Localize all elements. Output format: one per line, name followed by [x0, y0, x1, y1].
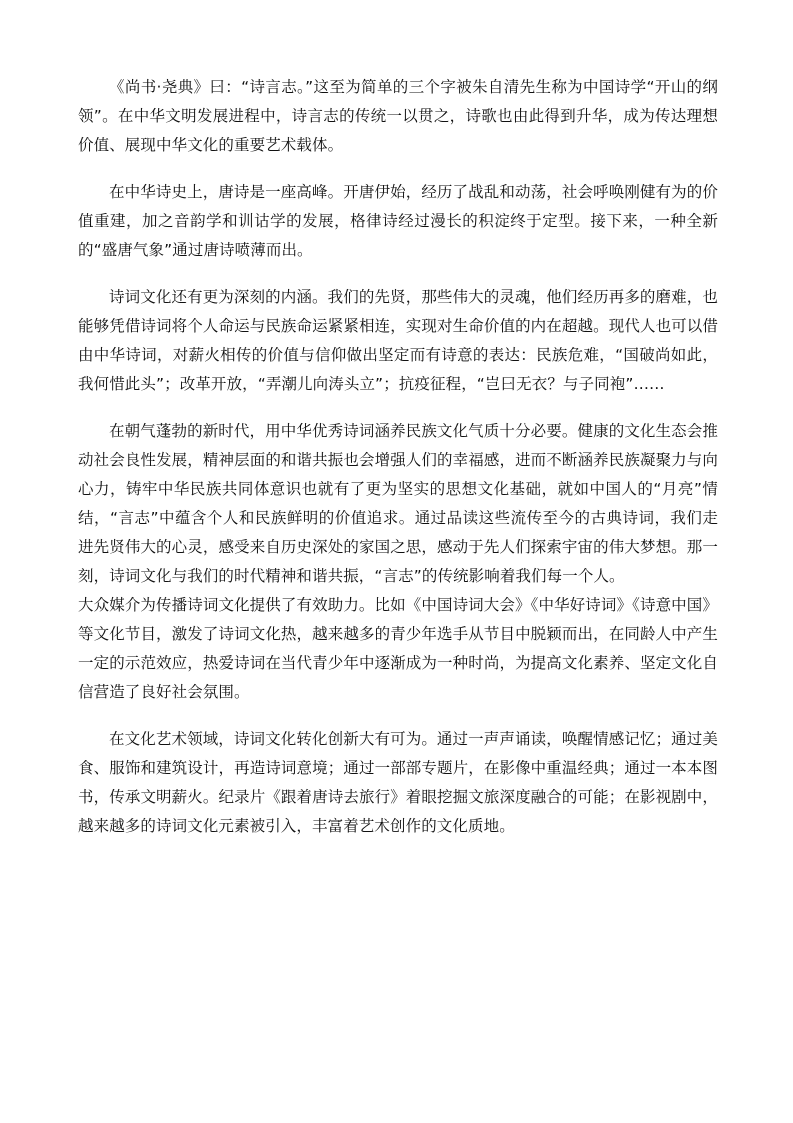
paragraph-3: 诗词文化还有更为深刻的内涵。我们的先贤，那些伟大的灵魂，他们经历再多的磨难，也能够凭借诗词将个人命运与民族命运紧紧相连，实现对生命价值的内在超越。现代人也可以借由中华诗词，对薪火相传的价值与信仰做出坚定而有诗意的表达：民族危难，“国破尚如此，我何惜此头”；改革开放，“弄潮儿向涛头立”；抗疫征程，“岂曰无衣？与子同袍”…… — [78, 288, 718, 393]
paragraph-6: 在文化艺术领域，诗词文化转化创新大有可为。通过一声声诵读，唤醒情感记忆；通过美食、服饰和建筑设计，再造诗词意境；通过一部部专题片，在影像中重温经典；通过一本本图书，传承文明薪火。纪录片《跟着唐诗去旅行》着眼挖掘文旅深度融合的可能；在影视剧中，越来越多的诗词文化元素被引入，丰富着艺术创作的文化质地。 — [78, 730, 718, 835]
paragraph-2: 在中华诗史上，唐诗是一座高峰。开唐伊始，经历了战乱和动荡，社会呼唤刚健有为的价值重建，加之音韵学和训诂学的发展，格律诗经过漫长的积淀终于定型。接下来，一种全新的“盛唐气象”通过唐诗喷薄而出。 — [78, 183, 718, 259]
paragraph-4: 在朝气蓬勃的新时代，用中华优秀诗词涵养民族文化气质十分必要。健康的文化生态会推动社会良性发展，精神层面的和谐共振也会增强人们的幸福感，进而不断涵养民族凝聚力与向心力，铸牢中华民族共同体意识也就有了更为坚实的思想文化基础，就如中国人的“月亮”情结，“言志”中蕴含个人和民族鲜明的价值追求。通过品读这些流传至今的古典诗词，我们走进先贤伟大的心灵，感受来自历史深处的家国之思，感动于先人们探索宇宙的伟大梦想。那一刻，诗词文化与我们的时代精神和谐共振，“言志”的传统影响着我们每一个人。 — [78, 422, 718, 585]
paragraph-5: 大众媒介为传播诗词文化提供了有效助力。比如《中国诗词大会》《中华好诗词》《诗意中国》等文化节目，激发了诗词文化热，越来越多的青少年选手从节目中脱颖而出，在同龄人中产生一定的示范效应，热爱诗词在当代青少年中逐渐成为一种时尚，为提高文化素养、坚定文化自信营造了良好社会氛围。 — [78, 596, 718, 701]
article-body — [78, 73, 718, 859]
paragraph-1: 《尚书·尧典》曰：“诗言志。”这至为简单的三个字被朱自清先生称为中国诗学“开山的纲领”。在中华文明发展进程中，诗言志的传统一以贯之，诗歌也由此得到升华，成为传达理想价值、展现中华文化的重要艺术载体。 — [78, 78, 718, 154]
